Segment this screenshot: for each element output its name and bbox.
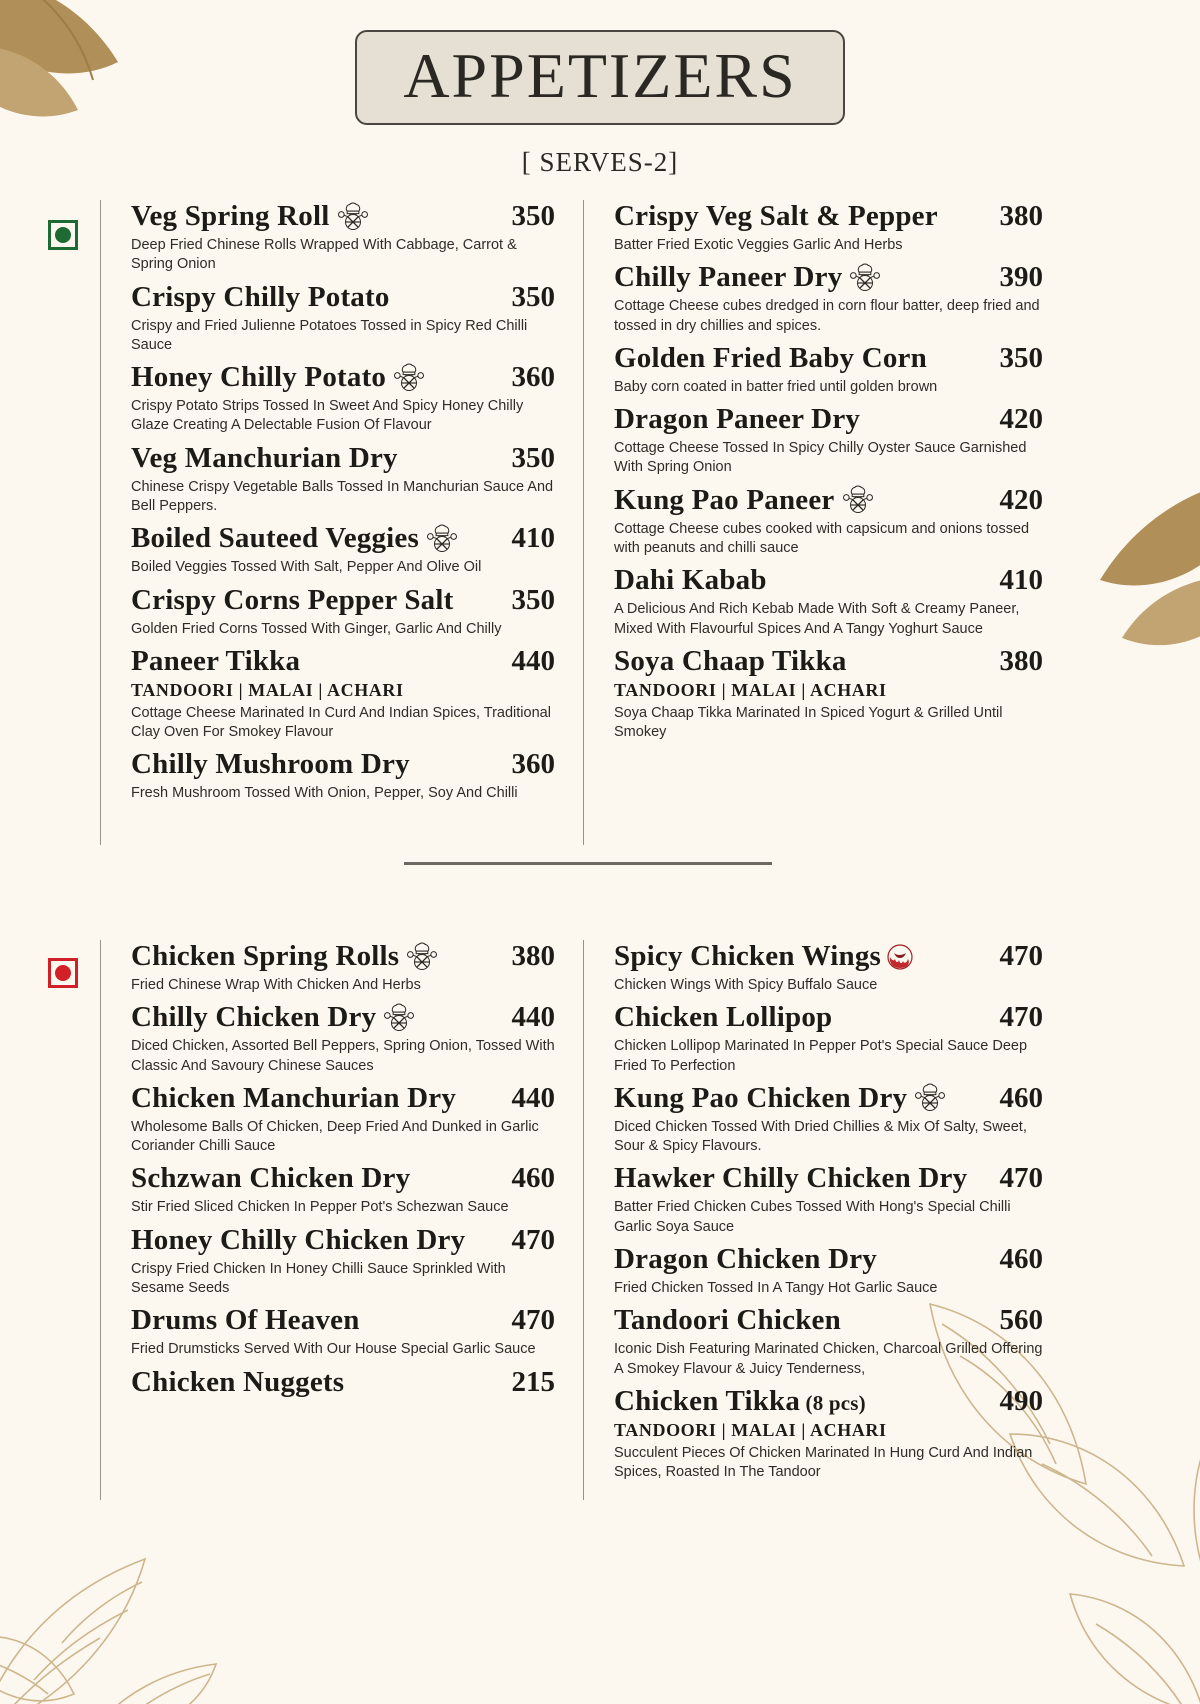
- menu-item-name: Paneer Tikka: [131, 644, 301, 677]
- menu-item-name-wrap: [614, 1304, 841, 1337]
- menu-item-name-wrap: [131, 442, 398, 475]
- menu-item-price: 460: [999, 1081, 1043, 1114]
- menu-item-name-wrap: [131, 1082, 456, 1115]
- menu-item-price: 360: [511, 361, 555, 394]
- menu-item-name: Drums Of Heaven: [131, 1304, 360, 1337]
- menu-item-head: [131, 1162, 555, 1195]
- menu-item-head: [131, 361, 555, 394]
- menu-item-description: Diced Chicken Tossed With Dried Chillies & Mix Of Salty, Sweet, Sour & Spicy Flavours.: [614, 1118, 1027, 1155]
- menu-item-head: [131, 281, 555, 314]
- menu-item-description: Batter Fried Exotic Veggies Garlic And Herbs: [614, 237, 903, 253]
- menu-item-head: [614, 1082, 1043, 1115]
- menu-item[interactable]: [131, 1001, 555, 1076]
- menu-item-name-wrap: [614, 261, 882, 294]
- menu-item-name-wrap: [614, 1162, 967, 1195]
- serves-note: [ SERVES-2]: [521, 147, 679, 178]
- menu-item-description: Cottage Cheese cubes dredged in corn flour batter, deep fried and tossed in dry chillies and spices.: [614, 298, 1040, 334]
- menu-item-variants: TANDOORI | MALAI | ACHARI: [614, 679, 887, 700]
- chef-recommends-icon: [382, 1003, 416, 1033]
- menu-item[interactable]: [131, 281, 555, 356]
- menu-item-name: Chicken Spring Rolls: [131, 940, 400, 972]
- chef-recommends-icon: [841, 485, 875, 515]
- menu-item[interactable]: [131, 1366, 555, 1399]
- page-title-box: [355, 30, 844, 125]
- menu-item-head: [131, 522, 555, 555]
- menu-item-name-wrap: [614, 645, 847, 678]
- menu-item[interactable]: [614, 403, 1043, 478]
- menu-item-description: Fried Drumsticks Served With Our House Special Garlic Sauce: [131, 1341, 536, 1358]
- menu-item-name-wrap: [614, 1385, 866, 1418]
- menu-item-name-wrap: [614, 940, 913, 973]
- menu-item-name-wrap: [614, 342, 927, 375]
- menu-item-name: Hawker Chilly Chicken Dry: [614, 1162, 968, 1195]
- menu-item-name-wrap: [131, 522, 459, 555]
- menu-item-price: 380: [999, 644, 1043, 677]
- menu-item-head: [614, 1385, 1043, 1418]
- menu-item-name-wrap: [131, 1001, 416, 1034]
- menu-item[interactable]: [131, 1224, 555, 1299]
- menu-item-description: Chicken Lollipop Marinated In Pepper Pot's Special Sauce Deep Fried To Perfection: [614, 1038, 1028, 1074]
- veg-section: [0, 200, 1200, 845]
- menu-item-head: [614, 484, 1043, 517]
- menu-item-name-wrap: [131, 281, 390, 314]
- menu-item[interactable]: [131, 522, 555, 577]
- menu-item-name-wrap: [614, 564, 767, 597]
- menu-item-head: [131, 940, 555, 973]
- menu-item[interactable]: [614, 484, 1043, 559]
- menu-item-name: Kung Pao Chicken Dry: [614, 1081, 908, 1114]
- menu-item[interactable]: [614, 1385, 1043, 1483]
- menu-item-description: Golden Fried Corns Tossed With Ginger, Garlic And Chilly: [131, 620, 502, 637]
- menu-item-price: 470: [999, 940, 1043, 972]
- menu-item-price: 460: [999, 1242, 1043, 1275]
- menu-item-name: Crispy Corns Pepper Salt: [131, 583, 454, 616]
- menu-item-price: 360: [511, 748, 555, 781]
- menu-item-name: Spicy Chicken Wings: [614, 940, 882, 972]
- menu-item-price: 380: [511, 940, 555, 972]
- menu-header: [0, 30, 1200, 178]
- menu-item[interactable]: [614, 940, 1043, 995]
- menu-item-price: 470: [511, 1223, 555, 1256]
- spicy-flame-icon: [887, 944, 913, 970]
- menu-item-head: [614, 564, 1043, 597]
- chef-recommends-icon: [425, 524, 459, 554]
- menu-item-head: [131, 584, 555, 617]
- menu-item-name-wrap: [614, 1243, 877, 1276]
- menu-item-name: Chicken Lollipop: [614, 1001, 833, 1034]
- menu-item-price: 440: [511, 644, 555, 677]
- page-title: APPETIZERS: [403, 40, 797, 111]
- menu-item-head: [131, 748, 555, 781]
- menu-item-description: Diced Chicken, Assorted Bell Peppers, Spring Onion, Tossed With Classic And Savoury Chinese Sauces: [131, 1038, 555, 1074]
- menu-item-name-wrap: [131, 645, 300, 678]
- menu-item-name: Veg Spring Roll: [131, 200, 330, 232]
- menu-item-name: Kung Pao Paneer: [614, 483, 835, 516]
- menu-item[interactable]: [131, 200, 555, 275]
- menu-item-description: Cottage Cheese Tossed In Spicy Chilly Oyster Sauce Garnished With Spring Onion: [614, 440, 1027, 476]
- chef-recommends-icon: [913, 1083, 947, 1113]
- menu-item-name: Chicken Tikka (8 pcs): [614, 1384, 866, 1417]
- menu-item-name-wrap: [614, 1082, 947, 1115]
- menu-item-name-wrap: [614, 200, 938, 233]
- menu-item-description: Batter Fried Chicken Cubes Tossed With Hong's Special Chilli Garlic Soya Sauce: [614, 1199, 1011, 1235]
- menu-item[interactable]: [614, 1243, 1043, 1298]
- menu-item-description: Succulent Pieces Of Chicken Marinated In Hung Curd And Indian Spices, Roasted In The Tandoor: [614, 1444, 1033, 1481]
- menu-item-head: [614, 261, 1043, 294]
- menu-item-description: Crispy and Fried Julienne Potatoes Tossed in Spicy Red Chilli Sauce: [131, 317, 528, 353]
- menu-item-head: [614, 940, 1043, 973]
- menu-item-description: Fresh Mushroom Tossed With Onion, Pepper, Soy And Chilli: [131, 785, 518, 802]
- menu-item-head: [614, 1162, 1043, 1195]
- menu-item-name: Crispy Chilly Potato: [131, 280, 390, 313]
- section-divider: [404, 862, 772, 865]
- menu-item-name-wrap: [131, 940, 439, 973]
- nonveg-section: [0, 940, 1200, 1500]
- menu-item-price: 350: [511, 280, 555, 313]
- menu-item-name: Tandoori Chicken: [614, 1304, 841, 1337]
- menu-item-description: Cottage Cheese Marinated In Curd And Indian Spices, Traditional Clay Oven For Smokey Flavour: [131, 704, 551, 741]
- menu-item-description: A Delicious And Rich Kebab Made With Soft & Creamy Paneer, Mixed With Flavourful Spices And A Tangy Yoghurt Sauce: [614, 601, 1020, 637]
- menu-item-name: Boiled Sauteed Veggies: [131, 522, 419, 555]
- menu-item-description: Baby corn coated in batter fried until golden brown: [614, 378, 938, 395]
- menu-item-head: [614, 1001, 1043, 1034]
- menu-item-name: Chicken Nuggets: [131, 1365, 345, 1398]
- menu-item-description: Soya Chaap Tikka Marinated In Spiced Yogurt & Grilled Until Smokey: [614, 704, 1003, 741]
- menu-item-description: Crispy Fried Chicken In Honey Chilli Sauce Sprinkled With Sesame Seeds: [131, 1260, 506, 1296]
- menu-item-head: [614, 403, 1043, 436]
- menu-item-description: Cottage Cheese cubes cooked with capsicum and onions tossed with peanuts and chilli sauce: [614, 520, 1030, 556]
- menu-item[interactable]: [131, 1162, 555, 1217]
- menu-item-head: [614, 1243, 1043, 1276]
- menu-item-head: [131, 442, 555, 475]
- chef-recommends-icon: [405, 942, 439, 972]
- menu-item-price: 350: [511, 200, 555, 232]
- menu-item-name: Crispy Veg Salt & Pepper: [614, 200, 938, 232]
- menu-item-name-wrap: [131, 1162, 410, 1195]
- menu-item-name: Chilly Paneer Dry: [614, 261, 843, 294]
- chef-recommends-icon: [392, 363, 426, 393]
- menu-item-price: 215: [511, 1365, 555, 1398]
- menu-item-name: Veg Manchurian Dry: [131, 441, 398, 474]
- menu-item[interactable]: [131, 1082, 555, 1157]
- menu-item-price: 350: [999, 341, 1043, 374]
- menu-item-price: 460: [511, 1162, 555, 1195]
- menu-item-head: [614, 200, 1043, 233]
- menu-item-price: 560: [999, 1304, 1043, 1337]
- menu-item-price: 410: [999, 564, 1043, 597]
- menu-item-description: Deep Fried Chinese Rolls Wrapped With Cabbage, Carrot & Spring Onion: [131, 237, 517, 273]
- menu-item[interactable]: [131, 748, 555, 803]
- menu-item[interactable]: [614, 564, 1043, 639]
- menu-item[interactable]: [131, 1304, 555, 1359]
- menu-item-name-wrap: [131, 748, 410, 781]
- menu-item-description: Stir Fried Sliced Chicken In Pepper Pot's Schezwan Sauce: [131, 1199, 509, 1216]
- menu-item[interactable]: [614, 1001, 1043, 1076]
- menu-item-head: [131, 1001, 555, 1034]
- menu-item-name: Chilly Mushroom Dry: [131, 748, 410, 781]
- menu-item-description: Fried Chinese Wrap With Chicken And Herbs: [131, 977, 421, 993]
- menu-item[interactable]: [614, 261, 1043, 336]
- menu-item[interactable]: [131, 940, 555, 995]
- menu-item-description: Boiled Veggies Tossed With Salt, Pepper And Olive Oil: [131, 559, 482, 576]
- menu-item-price: 490: [999, 1384, 1043, 1417]
- menu-item[interactable]: [131, 361, 555, 436]
- menu-item-price: 470: [511, 1304, 555, 1337]
- menu-item-head: [131, 1082, 555, 1115]
- menu-item-head: [131, 1224, 555, 1257]
- menu-item-name: Dahi Kabab: [614, 564, 767, 597]
- menu-item-price: 380: [999, 200, 1043, 232]
- menu-item[interactable]: [614, 1082, 1043, 1157]
- menu-item[interactable]: [614, 200, 1043, 255]
- menu-item-price: 470: [999, 1162, 1043, 1195]
- menu-item-description: Crispy Potato Strips Tossed In Sweet And Spicy Honey Chilly Glaze Creating A Delectable Fusion Of Flavour: [131, 398, 524, 434]
- menu-item[interactable]: [614, 1304, 1043, 1379]
- menu-item-head: [614, 342, 1043, 375]
- menu-item-price: 390: [999, 261, 1043, 294]
- menu-item-head: [131, 645, 555, 678]
- menu-item-price: 470: [999, 1001, 1043, 1034]
- menu-item-head: [131, 1366, 555, 1399]
- menu-item-description: Wholesome Balls Of Chicken, Deep Fried And Dunked in Garlic Coriander Chilli Sauce: [131, 1118, 539, 1155]
- menu-item-quantity: (8 pcs): [800, 1390, 866, 1415]
- menu-item-name: Chilly Chicken Dry: [131, 1001, 377, 1034]
- menu-item-variants: TANDOORI | MALAI | ACHARI: [131, 679, 404, 700]
- menu-item-name-wrap: [131, 584, 453, 617]
- menu-item-price: 420: [999, 483, 1043, 516]
- menu-item-description: Fried Chicken Tossed In A Tangy Hot Garlic Sauce: [614, 1279, 938, 1296]
- nonveg-column-left: [100, 940, 555, 1500]
- menu-item-price: 350: [511, 441, 555, 474]
- menu-item-name-wrap: [614, 1001, 832, 1034]
- veg-column-left: [100, 200, 555, 845]
- menu-item-name-wrap: [131, 1304, 360, 1337]
- menu-item-name: Dragon Paneer Dry: [614, 403, 861, 436]
- menu-item[interactable]: [614, 1162, 1043, 1237]
- menu-item-name: Dragon Chicken Dry: [614, 1242, 877, 1275]
- menu-item-price: 440: [511, 1001, 555, 1034]
- menu-item-head: [131, 1304, 555, 1337]
- menu-item-price: 420: [999, 403, 1043, 436]
- menu-item-name-wrap: [131, 361, 426, 394]
- menu-item-description: Iconic Dish Featuring Marinated Chicken, Charcoal Grilled Offering A Smokey Flavour & Juicy Tenderness,: [614, 1341, 1043, 1377]
- menu-item-description: Chinese Crispy Vegetable Balls Tossed In Manchurian Sauce And Bell Peppers.: [131, 478, 554, 514]
- menu-item-name: Chicken Manchurian Dry: [131, 1081, 457, 1114]
- menu-item-name-wrap: [131, 200, 370, 233]
- menu-item-head: [614, 1304, 1043, 1337]
- nonveg-column-right: [583, 940, 1043, 1500]
- menu-item-name: Honey Chilly Potato: [131, 361, 387, 394]
- menu-item-price: 410: [511, 522, 555, 555]
- menu-item[interactable]: [131, 645, 555, 743]
- menu-item-head: [614, 645, 1043, 678]
- menu-item[interactable]: [614, 645, 1043, 743]
- menu-item[interactable]: [131, 584, 555, 639]
- menu-item[interactable]: [131, 442, 555, 517]
- chef-recommends-icon: [848, 263, 882, 293]
- menu-item-variants: TANDOORI | MALAI | ACHARI: [614, 1419, 887, 1440]
- menu-item-head: [131, 200, 555, 233]
- menu-item-name-wrap: [131, 1224, 465, 1257]
- chef-recommends-icon: [336, 202, 370, 232]
- menu-item-name: Soya Chaap Tikka: [614, 644, 847, 677]
- menu-item-price: 350: [511, 583, 555, 616]
- menu-item-name-wrap: [614, 403, 860, 436]
- menu-item[interactable]: [614, 342, 1043, 397]
- menu-item-price: 440: [511, 1081, 555, 1114]
- menu-item-name-wrap: [131, 1366, 344, 1399]
- menu-item-name: Honey Chilly Chicken Dry: [131, 1223, 466, 1256]
- veg-column-right: [583, 200, 1043, 845]
- menu-item-description: Chicken Wings With Spicy Buffalo Sauce: [614, 977, 878, 993]
- menu-item-name: Golden Fried Baby Corn: [614, 341, 927, 374]
- menu-item-name-wrap: [614, 484, 875, 517]
- menu-item-name: Schzwan Chicken Dry: [131, 1162, 411, 1195]
